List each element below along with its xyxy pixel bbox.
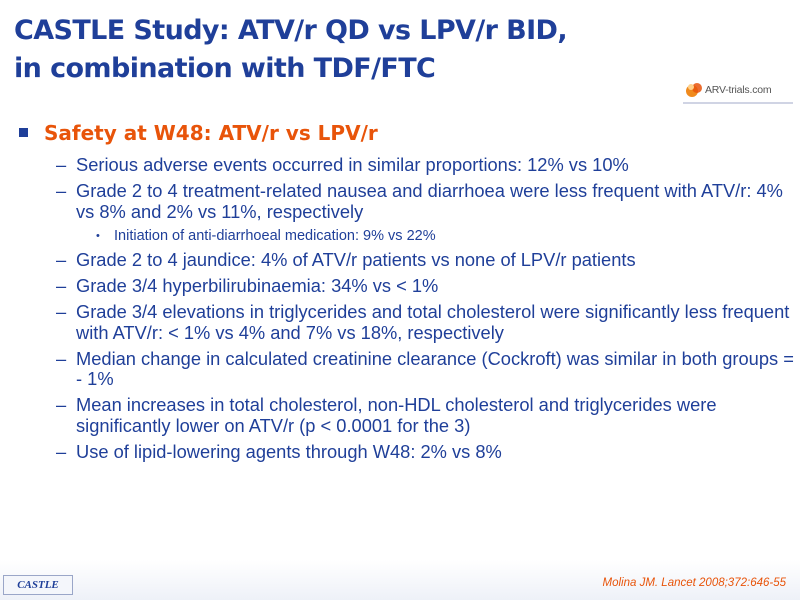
- section-heading: [16, 118, 796, 150]
- sub-bullet-item: [16, 227, 796, 245]
- bullet-text: Grade 2 to 4 jaundice: 4% of ATV/r patients vs none of LPV/r patients: [76, 249, 636, 271]
- arv-trials-logo-icon: [683, 81, 705, 99]
- bullet-item: [16, 302, 796, 344]
- bullet-text: Grade 3/4 hyperbilirubinaemia: 34% vs < 1%: [76, 275, 439, 297]
- dash-marker: –: [56, 394, 67, 416]
- bullet-text: Median change in calculated creatinine clearance (Cockroft) was similar in both groups = - 1%: [76, 347, 794, 390]
- dash-marker: –: [56, 154, 67, 175]
- bullet-item: [16, 181, 796, 223]
- title-line-2: in combination with TDF/FTC: [14, 53, 436, 84]
- bullet-item: [16, 155, 796, 176]
- dot-marker: •: [96, 230, 100, 243]
- study-label-box: [3, 575, 73, 595]
- dash-marker: –: [56, 347, 67, 369]
- bullet-item: [16, 442, 796, 463]
- sub-bullet-text: Initiation of anti-diarrhoeal medication: 9% vs 22%: [114, 228, 436, 245]
- arv-trials-logo: [683, 80, 793, 102]
- title-line-1: CASTLE Study: ATV/r QD vs LPV/r BID,: [14, 15, 568, 46]
- bullet-text: Serious adverse events occurred in similar proportions: 12% vs 10%: [76, 154, 629, 175]
- logo-underline: [683, 102, 793, 104]
- bullet-item: [16, 349, 796, 391]
- dash-marker: –: [56, 440, 67, 462]
- logo-text: ARV-trials.com: [705, 84, 772, 96]
- slide-body: [16, 118, 796, 463]
- bullet-text: Grade 2 to 4 treatment-related nausea and diarrhoea were less frequent with ATV/r: 4% vs 8% and 2% vs 11%, respectively: [76, 179, 783, 222]
- bullet-text: Mean increases in total cholesterol, non-HDL cholesterol and triglycerides were significantly lower on ATV/r (p < 0.0001 for the 3): [76, 394, 717, 436]
- bullet-item: [16, 276, 796, 297]
- reference-citation: Molina JM. Lancet 2008;372:646-55: [602, 577, 786, 589]
- dash-marker: –: [56, 300, 67, 322]
- dash-marker: –: [56, 275, 67, 297]
- section-heading-text: Safety at W48: ATV/r vs LPV/r: [44, 121, 378, 145]
- bullet-item: [16, 250, 796, 271]
- dash-marker: –: [56, 179, 67, 201]
- bullet-text: Use of lipid-lowering agents through W48: 2% vs 8%: [76, 440, 502, 462]
- bullet-text: Grade 3/4 elevations in triglycerides and total cholesterol were significantly less frequent with ATV/r: < 1% vs 4% and 7% vs 18%, respectively: [76, 300, 790, 343]
- dash-marker: –: [56, 249, 67, 271]
- slide-title: [14, 12, 614, 88]
- bullet-item: [16, 395, 796, 437]
- study-label: CASTLE: [17, 579, 59, 591]
- square-bullet-icon: [16, 118, 36, 148]
